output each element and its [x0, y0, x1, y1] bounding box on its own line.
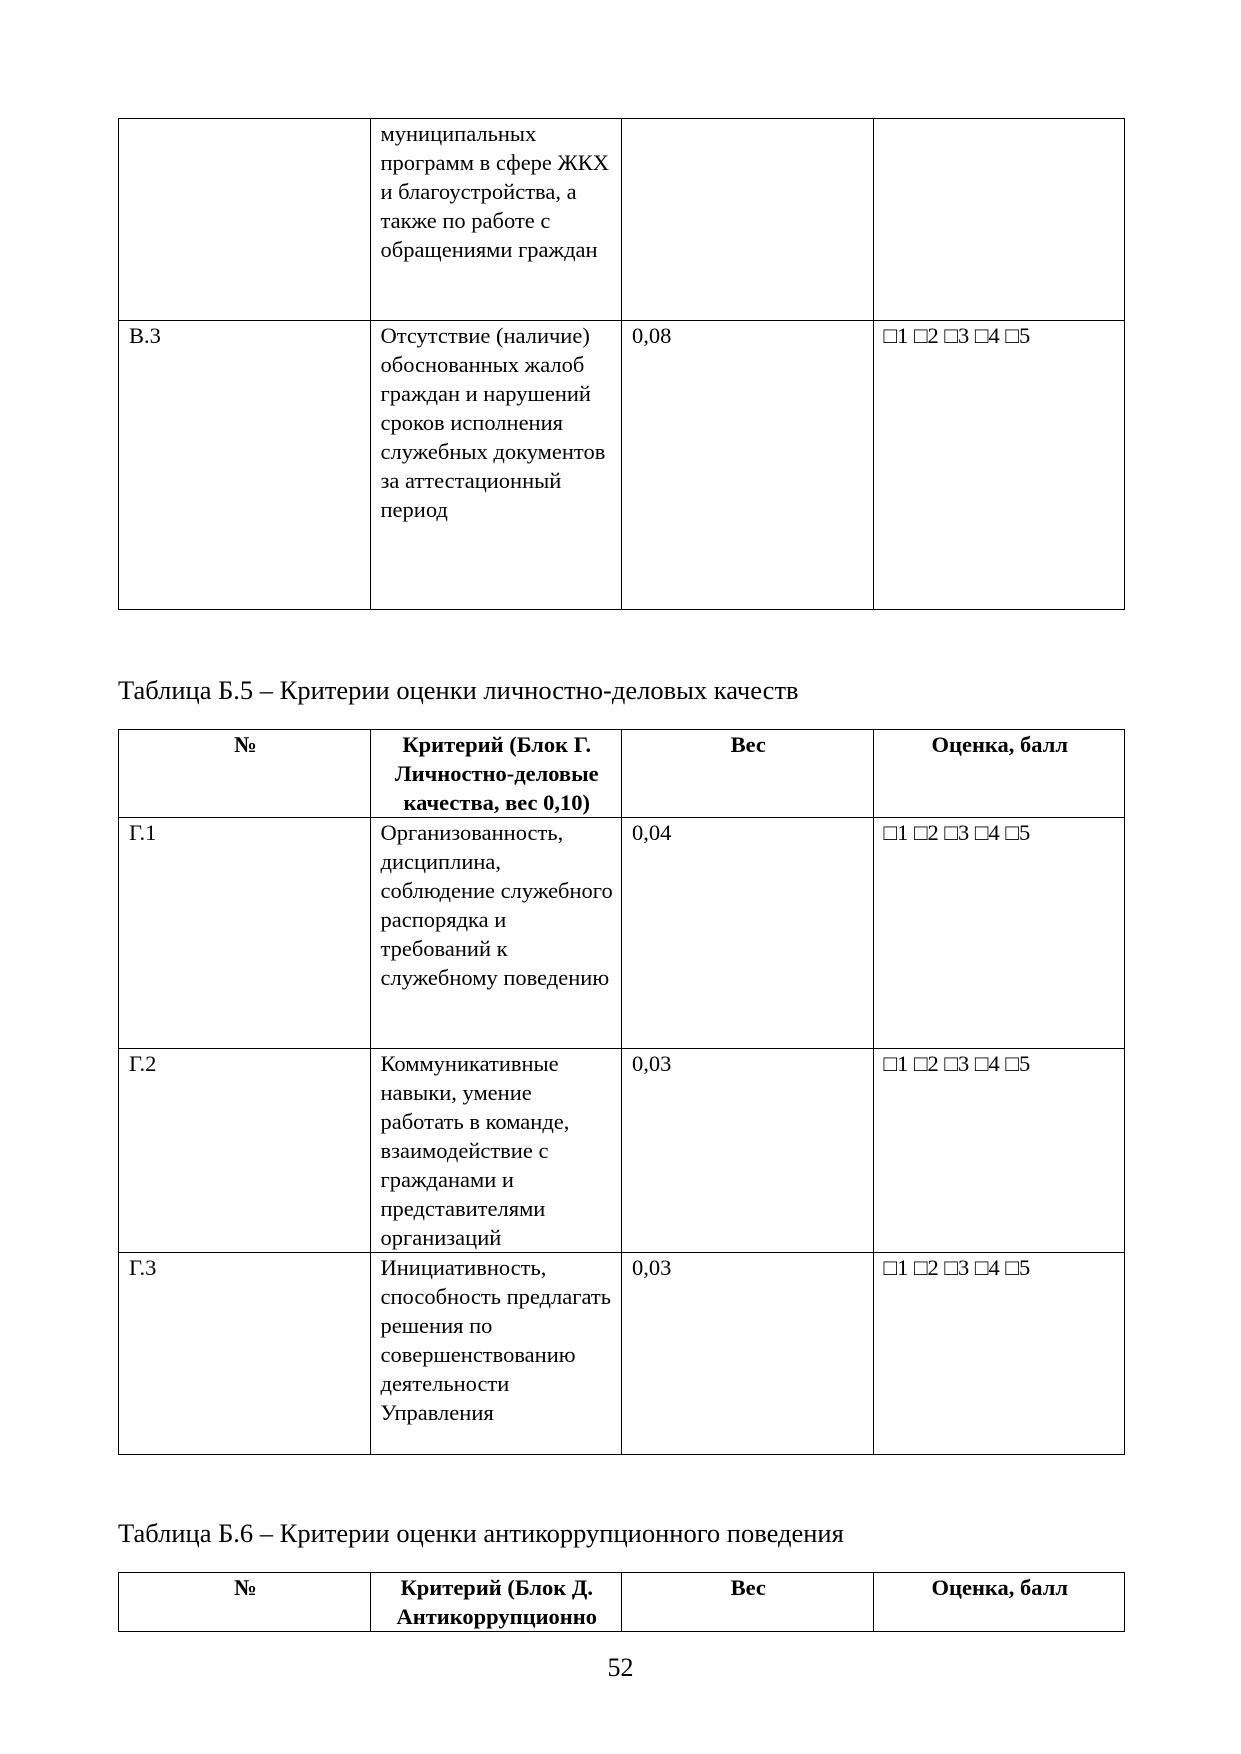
- table-row: [119, 1253, 1125, 1455]
- cell-score: [873, 119, 1125, 321]
- cell-score[interactable]: □1 □2 □3 □4 □5: [873, 1253, 1125, 1455]
- cell-criterion: Организованность, дисциплина, соблюдение служебного распорядка и требований к служебному поведению: [370, 818, 622, 1049]
- table-header-row: [119, 1573, 1125, 1632]
- table-b6-caption: Таблица Б.6 – Критерии оценки антикоррупционного поведения: [118, 1518, 844, 1548]
- cell-weight: 0,08: [622, 321, 874, 610]
- cell-score[interactable]: □1 □2 □3 □4 □5: [873, 1049, 1125, 1253]
- header-num: №: [119, 730, 371, 818]
- table-row: [119, 321, 1125, 610]
- cell-num: В.3: [119, 321, 371, 610]
- cell-weight: [622, 119, 874, 321]
- table-row: [119, 119, 1125, 321]
- table-b6: [118, 1572, 1125, 1632]
- header-score: Оценка, балл: [873, 1573, 1125, 1632]
- cell-weight: 0,04: [622, 818, 874, 1049]
- cell-score[interactable]: □1 □2 □3 □4 □5: [873, 321, 1125, 610]
- header-criterion: Критерий (Блок Г. Личностно-деловые качества, вес 0,10): [370, 730, 622, 818]
- header-weight: Вес: [622, 1573, 874, 1632]
- page-number: 52: [607, 1653, 634, 1682]
- table-b5-caption: Таблица Б.5 – Критерии оценки личностно-деловых качеств: [118, 675, 799, 705]
- cell-criterion: Коммуникативные навыки, умение работать в команде, взаимодействие с гражданами и представителями организаций: [370, 1049, 622, 1253]
- cell-criterion: Отсутствие (наличие) обоснованных жалоб граждан и нарушений сроков исполнения служебных документов за аттестационный период: [370, 321, 622, 610]
- table-row: [119, 1049, 1125, 1253]
- table-row: [119, 818, 1125, 1049]
- header-num: №: [119, 1573, 371, 1632]
- table-b5: [118, 729, 1125, 1455]
- cell-score[interactable]: □1 □2 □3 □4 □5: [873, 818, 1125, 1049]
- header-weight: Вес: [622, 730, 874, 818]
- header-criterion: Критерий (Блок Д. Антикоррупционно: [370, 1573, 622, 1632]
- cell-weight: 0,03: [622, 1049, 874, 1253]
- table-b4-continuation: [118, 118, 1125, 610]
- cell-num: Г.3: [119, 1253, 371, 1455]
- cell-weight: 0,03: [622, 1253, 874, 1455]
- table-header-row: [119, 730, 1125, 818]
- cell-num: [119, 119, 371, 321]
- cell-criterion: муниципальных программ в сфере ЖКХ и благоустройства, а также по работе с обращениями граждан: [370, 119, 622, 321]
- cell-num: Г.1: [119, 818, 371, 1049]
- header-score: Оценка, балл: [873, 730, 1125, 818]
- cell-criterion: Инициативность, способность предлагать решения по совершенствованию деятельности Управления: [370, 1253, 622, 1455]
- cell-num: Г.2: [119, 1049, 371, 1253]
